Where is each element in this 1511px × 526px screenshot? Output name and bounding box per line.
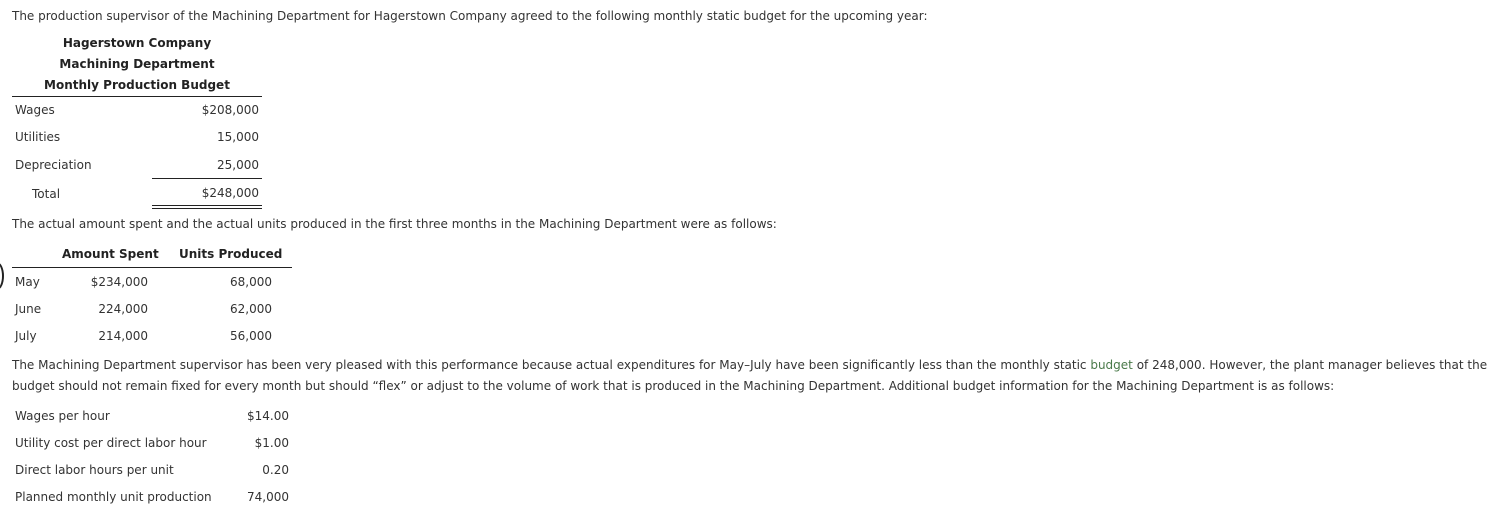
budget-row-value: $208,000 bbox=[201, 103, 259, 117]
budget-row-value: 15,000 bbox=[217, 130, 259, 144]
info-value: 74,000 bbox=[247, 490, 289, 504]
amount-value: $234,000 bbox=[90, 275, 148, 289]
budget-title-department: Machining Department bbox=[59, 57, 215, 71]
panel-edge-handle bbox=[0, 262, 4, 290]
budget-title-name: Monthly Production Budget bbox=[44, 78, 230, 92]
units-value: 62,000 bbox=[230, 302, 272, 316]
budget-total-double-rule bbox=[152, 205, 262, 206]
info-value: $1.00 bbox=[254, 436, 289, 450]
amount-value: 224,000 bbox=[98, 302, 148, 316]
budget-row-label: Utilities bbox=[15, 130, 61, 144]
column-header-amount: Amount Spent bbox=[62, 247, 159, 261]
budget-title-company: Hagerstown Company bbox=[62, 36, 212, 50]
explanation-paragraph bbox=[12, 355, 1502, 397]
budget-glossary-link[interactable]: budget bbox=[1090, 358, 1133, 372]
intro-text: The production supervisor of the Machining Department for Hagerstown Company agreed to the following monthly static budget for the upcoming year: bbox=[12, 9, 928, 23]
budget-row-label: Depreciation bbox=[15, 158, 92, 172]
column-header-units: Units Produced bbox=[179, 247, 283, 261]
paragraph-text: of 248,000. However, the plant manager believes that the budget should not remain fixed for every month but should “flex” or adjust to the volume of work that is produced in the Machining Department. Additional budget information for the Machining Department is as follows: bbox=[12, 358, 1488, 393]
paragraph-text: The Machining Department supervisor has been very pleased with this performance because actual expenditures for May–July have been significantly less than the monthly static bbox=[12, 358, 1091, 372]
budget-total-label: Total bbox=[32, 187, 61, 201]
month-label: July bbox=[15, 329, 37, 343]
budget-row-label: Wages bbox=[15, 103, 55, 117]
info-value: $14.00 bbox=[247, 409, 289, 423]
info-label: Planned monthly unit production bbox=[15, 490, 212, 504]
budget-total-value: $248,000 bbox=[201, 186, 259, 200]
budget-header-rule bbox=[12, 96, 262, 97]
month-label: June bbox=[15, 302, 42, 316]
actual-header-rule bbox=[12, 267, 292, 268]
info-label: Utility cost per direct labor hour bbox=[15, 436, 207, 450]
budget-subtotal-rule bbox=[152, 178, 262, 179]
actual-intro-text: The actual amount spent and the actual units produced in the first three months in the Machining Department were as follows: bbox=[12, 217, 777, 231]
info-value: 0.20 bbox=[262, 463, 289, 477]
info-label: Direct labor hours per unit bbox=[15, 463, 174, 477]
budget-row-value: 25,000 bbox=[217, 158, 259, 172]
units-value: 68,000 bbox=[230, 275, 272, 289]
units-value: 56,000 bbox=[230, 329, 272, 343]
budget-total-double-rule bbox=[152, 208, 262, 209]
info-label: Wages per hour bbox=[15, 409, 110, 423]
amount-value: 214,000 bbox=[98, 329, 148, 343]
month-label: May bbox=[15, 275, 40, 289]
